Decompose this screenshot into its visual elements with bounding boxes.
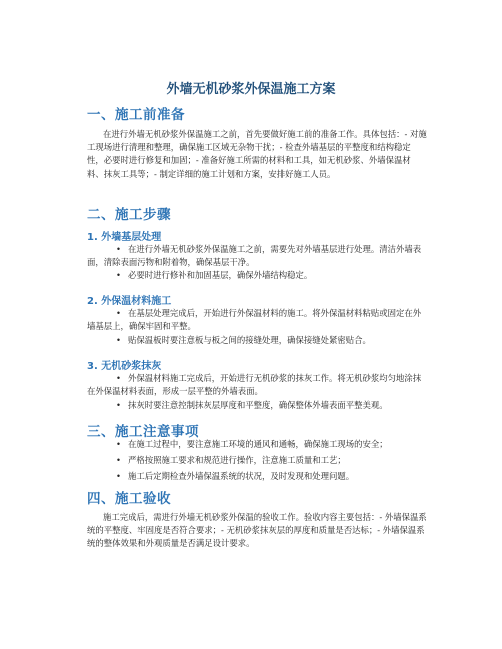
- list-item-text: 抹灰时要注意控制抹灰层厚度和平整度，确保整体外墙表面平整美观。: [128, 400, 388, 410]
- list-item-text: 贴保温板时要注意板与板之间的接缝处理，确保接缝处紧密贴合。: [128, 335, 371, 345]
- bullet-icon: •: [116, 439, 121, 449]
- list-item: [87, 307, 427, 333]
- section-paragraph-preparation: 在进行外墙无机砂浆外保温施工之前，首先要做好施工前的准备工作。具体包括：- 对施工现场进行清理和整理，确保施工区域无杂物干扰；- 检查外墙基层的平整度和结构稳定性，必要时进行修复和加固；- 准备好施工所需的材料和工具，如无机砂浆、外墙保温材料、抹灰工具等；- 制定详细的施工计划和方案，安排好施工人员。: [87, 129, 427, 179]
- section-heading-preparation: 一、施工前准备: [87, 107, 185, 123]
- list-item: [87, 399, 427, 412]
- bullet-icon: •: [116, 373, 121, 383]
- list-item-text: 必要时进行修补和加固基层，确保外墙结构稳定。: [128, 270, 313, 280]
- list-item-text: 在施工过程中，要注意施工环境的通风和通畅，确保施工现场的安全；: [128, 439, 388, 449]
- document-title: 外墙无机砂浆外保温施工方案: [166, 82, 336, 97]
- list-item: [87, 269, 427, 282]
- step-heading-base: 1. 外墙基层处理: [87, 232, 162, 243]
- bullet-icon: •: [116, 455, 121, 465]
- list-item: [87, 243, 427, 269]
- section-heading-steps: 二、施工步骤: [87, 207, 171, 223]
- bullet-icon: •: [116, 335, 121, 345]
- list-item-text: 施工后定期检查外墙保温系统的状况，及时发现和处理问题。: [128, 471, 355, 481]
- bullet-icon: •: [116, 270, 121, 280]
- list-item: [87, 470, 427, 483]
- section-paragraph-acceptance: 施工完成后，需进行外墙无机砂浆外保温的验收工作。验收内容主要包括：- 外墙保温系统的平整度、牢固度是否符合要求；- 无机砂浆抹灰层的厚度和质量是否达标；- 外墙保温系统的整体效果和外观质量是否满足设计要求。: [87, 512, 427, 549]
- step-heading-insulation: 2. 外保温材料施工: [87, 296, 172, 307]
- list-item-text: 在基层处理完成后，开始进行外保温材料的施工。将外保温材料粘贴或固定在外墙基层上，确保牢固和平整。: [87, 308, 422, 332]
- section-heading-notes: 三、施工注意事项: [87, 424, 199, 440]
- bullet-icon: •: [116, 400, 121, 410]
- list-item: [87, 438, 427, 451]
- section-heading-acceptance: 四、施工验收: [87, 491, 171, 507]
- list-item-text: 在进行外墙无机砂浆外保温施工之前，需要先对外墙基层进行处理。清洁外墙表面，清除表面污物和附着物，确保基层干净。: [87, 244, 422, 268]
- list-item: [87, 334, 427, 347]
- bullet-icon: •: [116, 471, 121, 481]
- bullet-icon: •: [116, 308, 121, 318]
- list-item-text: 外保温材料施工完成后，开始进行无机砂浆的抹灰工作。将无机砂浆均匀地涂抹在外保温材料表面，形成一层平整的外墙表面。: [87, 373, 422, 397]
- list-item-text: 严格按照施工要求和规范进行操作，注意施工质量和工艺；: [128, 455, 346, 465]
- bullet-icon: •: [116, 244, 121, 254]
- step-heading-plaster: 3. 无机砂浆抹灰: [87, 361, 162, 372]
- list-item: [87, 454, 427, 467]
- list-item: [87, 372, 427, 398]
